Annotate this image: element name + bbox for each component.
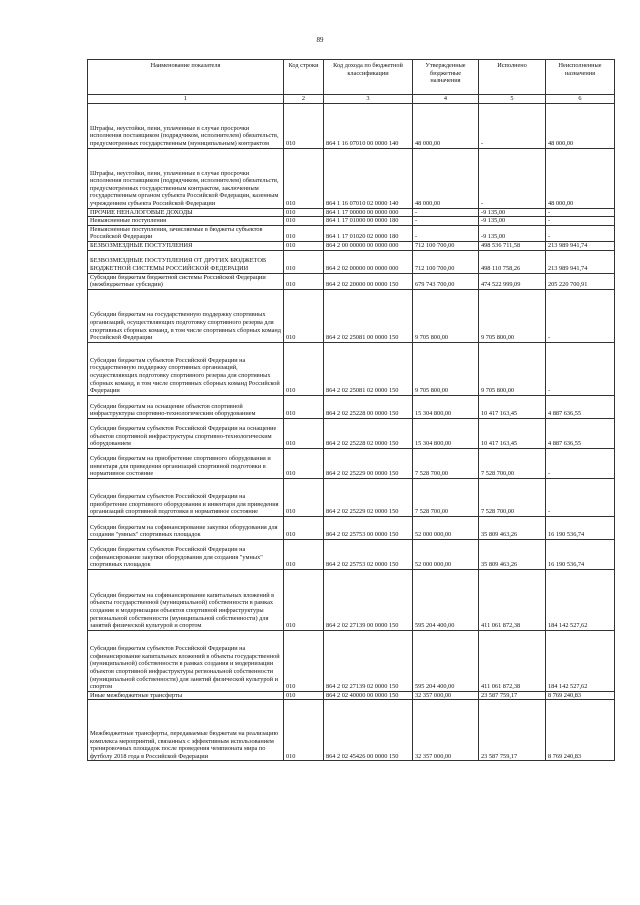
row-unexecuted: -	[546, 478, 615, 516]
row-income-code: 864 2 02 25753 02 0000 150	[324, 539, 413, 569]
row-name: Штрафы, неустойки, пени, уплаченные в случае просрочки исполнения поставщиком (подрядчиком, исполнителем) обязательств, предусмотренных государственным (муниципальным) контрактом	[88, 103, 284, 148]
row-income-code: 864 2 02 00000 00 0000 000	[324, 250, 413, 273]
column-number: 3	[324, 95, 413, 104]
table-row	[88, 241, 615, 250]
row-executed: 474 522 999,09	[479, 273, 546, 289]
header-executed: Исполнено	[479, 60, 546, 95]
row-income-code: 864 2 02 27139 00 0000 150	[324, 569, 413, 630]
row-executed: 498 536 711,58	[479, 241, 546, 250]
row-unexecuted: 16 190 536,74	[546, 516, 615, 539]
row-approved: 15 304 800,00	[413, 418, 479, 448]
header-income-code: Код дохода по бюджетной классификации	[324, 60, 413, 95]
row-executed: 23 587 759,17	[479, 700, 546, 761]
row-unexecuted: 48 000,00	[546, 148, 615, 208]
table-row	[88, 273, 615, 289]
header-approved: Утвержденные бюджетные назначения	[413, 60, 479, 95]
row-line-code: 010	[284, 225, 324, 241]
header-unexecuted: Неисполненные назначения	[546, 60, 615, 95]
row-approved: 9 705 800,00	[413, 342, 479, 395]
row-approved: 48 000,00	[413, 103, 479, 148]
row-income-code: 864 2 02 25753 00 0000 150	[324, 516, 413, 539]
row-name: Межбюджетные трансферты, передаваемые бюджетам на реализацию комплекса мероприятий, связанных с эффективным использованием тренировочных площадок после проведения чемпионата мира по футболу 2018 года в Российской Федерации	[88, 700, 284, 761]
row-executed: -9 135,00	[479, 225, 546, 241]
table-row	[88, 691, 615, 700]
table-row	[88, 539, 615, 569]
row-unexecuted: 8 769 240,83	[546, 700, 615, 761]
row-name: ПРОЧИЕ НЕНАЛОГОВЫЕ ДОХОДЫ	[88, 208, 284, 217]
row-executed: 9 705 800,00	[479, 342, 546, 395]
row-name: Невыясненные поступления	[88, 217, 284, 226]
row-name: Иные межбюджетные трансферты	[88, 691, 284, 700]
row-income-code: 864 2 02 27139 02 0000 150	[324, 630, 413, 691]
row-unexecuted: -	[546, 225, 615, 241]
row-name: Субсидии бюджетам субъектов Российской Федерации на софинансирование капитальных вложений в объекты государственной (муниципальной) собственности в рамках создания и модернизации объектов спортивной инфраструктуры региональной собственности (муниципальной собственности) для занятий физической культурой и спортом	[88, 630, 284, 691]
row-unexecuted: 213 989 941,74	[546, 241, 615, 250]
row-income-code: 864 1 16 07010 00 0000 140	[324, 103, 413, 148]
row-approved: -	[413, 208, 479, 217]
row-approved: 52 000 000,00	[413, 539, 479, 569]
header-line-code: Код строки	[284, 60, 324, 95]
row-unexecuted: 48 000,00	[546, 103, 615, 148]
table-row	[88, 250, 615, 273]
table-row	[88, 418, 615, 448]
row-approved: 712 100 700,00	[413, 241, 479, 250]
row-executed: 10 417 163,45	[479, 395, 546, 418]
table-row	[88, 630, 615, 691]
row-income-code: 864 2 02 25228 02 0000 150	[324, 418, 413, 448]
row-unexecuted: 205 220 700,91	[546, 273, 615, 289]
row-line-code: 010	[284, 569, 324, 630]
row-line-code: 010	[284, 148, 324, 208]
row-income-code: 864 2 00 00000 00 0000 000	[324, 241, 413, 250]
row-unexecuted: 4 887 636,55	[546, 395, 615, 418]
row-name: БЕЗВОЗМЕЗДНЫЕ ПОСТУПЛЕНИЯ	[88, 241, 284, 250]
row-line-code: 010	[284, 630, 324, 691]
row-name: БЕЗВОЗМЕЗДНЫЕ ПОСТУПЛЕНИЯ ОТ ДРУГИХ БЮДЖЕТОВ БЮДЖЕТНОЙ СИСТЕМЫ РОССИЙСКОЙ ФЕДЕРАЦИИ	[88, 250, 284, 273]
row-executed: 7 528 700,00	[479, 478, 546, 516]
row-line-code: 010	[284, 539, 324, 569]
row-income-code: 864 2 02 25229 00 0000 150	[324, 448, 413, 478]
row-executed: 411 061 872,38	[479, 569, 546, 630]
row-executed: 411 061 872,38	[479, 630, 546, 691]
row-approved: 595 204 400,00	[413, 569, 479, 630]
row-name: Штрафы, неустойки, пени, уплаченные в случае просрочки исполнения поставщиком (подрядчиком, исполнителем) обязательств, предусмотренных государственным контрактом, заключенным государственным органом субъекта Российской Федерации, казенным учреждением субъекта Российской Федерации	[88, 148, 284, 208]
row-unexecuted: 8 769 240,83	[546, 691, 615, 700]
table-row	[88, 516, 615, 539]
column-number: 1	[88, 95, 284, 104]
row-line-code: 010	[284, 418, 324, 448]
table-row	[88, 217, 615, 226]
row-name: Субсидии бюджетам субъектов Российской Федерации на оснащение объектов спортивной инфраструктуры спортивно-технологическим оборудованием	[88, 418, 284, 448]
budget-table	[87, 59, 615, 761]
row-name: Субсидии бюджетам на оснащение объектов спортивной инфраструктуры спортивно-технологическим оборудованием	[88, 395, 284, 418]
row-executed: 7 528 700,00	[479, 448, 546, 478]
row-executed: 35 809 463,26	[479, 516, 546, 539]
row-line-code: 010	[284, 448, 324, 478]
row-income-code: 864 1 16 07010 02 0000 140	[324, 148, 413, 208]
row-name: Субсидии бюджетам на государственную поддержку спортивных организаций, осуществляющих подготовку спортивного резерва для спортивных сборных команд, в том числе спортивных сборных команд Российской Федерации	[88, 289, 284, 342]
row-name: Субсидии бюджетам на приобретение спортивного оборудования и инвентаря для приведения организаций спортивной подготовки в нормативное состояние	[88, 448, 284, 478]
column-number: 6	[546, 95, 615, 104]
row-line-code: 010	[284, 103, 324, 148]
table-row	[88, 448, 615, 478]
table-row	[88, 289, 615, 342]
row-income-code: 864 2 02 25228 00 0000 150	[324, 395, 413, 418]
row-name: Невыясненные поступления, зачисляемые в бюджеты субъектов Российской Федерации	[88, 225, 284, 241]
row-unexecuted: 16 190 536,74	[546, 539, 615, 569]
header-row	[88, 60, 615, 95]
row-income-code: 864 2 02 40000 00 0000 150	[324, 691, 413, 700]
row-unexecuted: 184 142 527,62	[546, 569, 615, 630]
row-line-code: 010	[284, 273, 324, 289]
table-row	[88, 148, 615, 208]
row-unexecuted: 4 887 636,55	[546, 418, 615, 448]
row-executed: 498 110 758,26	[479, 250, 546, 273]
row-unexecuted: 184 142 527,62	[546, 630, 615, 691]
row-approved: -	[413, 225, 479, 241]
row-income-code: 864 2 02 20000 00 0000 150	[324, 273, 413, 289]
row-name: Субсидии бюджетам на софинансирование закупки оборудования для создания "умных" спортивных площадок	[88, 516, 284, 539]
table-row	[88, 478, 615, 516]
row-name: Субсидии бюджетам субъектов Российской Федерации на софинансирование закупки оборудования для создания "умных" спортивных площадок	[88, 539, 284, 569]
row-approved: 48 000,00	[413, 148, 479, 208]
row-income-code: 864 2 02 25081 02 0000 150	[324, 342, 413, 395]
table-row	[88, 225, 615, 241]
column-number: 2	[284, 95, 324, 104]
row-executed: -	[479, 103, 546, 148]
row-approved: 15 304 800,00	[413, 395, 479, 418]
column-number: 5	[479, 95, 546, 104]
table-row	[88, 342, 615, 395]
row-line-code: 010	[284, 516, 324, 539]
row-line-code: 010	[284, 241, 324, 250]
table-row	[88, 395, 615, 418]
row-line-code: 010	[284, 700, 324, 761]
row-income-code: 864 1 17 00000 00 0000 000	[324, 208, 413, 217]
row-name: Субсидии бюджетам бюджетной системы Российской Федерации (межбюджетные субсидии)	[88, 273, 284, 289]
row-executed: -9 135,00	[479, 217, 546, 226]
row-name: Субсидии бюджетам на софинансирование капитальных вложений в объекты государственной (муниципальной) собственности в рамках создания и модернизации объектов спортивной инфраструктуры региональной собственности (муниципальной собственности) для занятий физической культурой и спортом	[88, 569, 284, 630]
row-unexecuted: -	[546, 448, 615, 478]
row-approved: 52 000 000,00	[413, 516, 479, 539]
table-row	[88, 700, 615, 761]
row-approved: 7 528 700,00	[413, 448, 479, 478]
row-approved: 9 705 800,00	[413, 289, 479, 342]
column-number-row	[88, 95, 615, 104]
row-executed: -9 135,00	[479, 208, 546, 217]
row-line-code: 010	[284, 208, 324, 217]
row-approved: 32 357 000,00	[413, 700, 479, 761]
row-executed: 9 705 800,00	[479, 289, 546, 342]
row-income-code: 864 2 02 45426 00 0000 150	[324, 700, 413, 761]
row-name: Субсидии бюджетам субъектов Российской Федерации на государственную поддержку спортивных организаций, осуществляющих подготовку спортивного резерва для спортивных сборных команд, в том числе спортивных сборных команд Российской Федерации	[88, 342, 284, 395]
row-approved: 712 100 700,00	[413, 250, 479, 273]
table-row	[88, 208, 615, 217]
row-approved: 7 528 700,00	[413, 478, 479, 516]
row-income-code: 864 2 02 25081 00 0000 150	[324, 289, 413, 342]
row-approved: 595 204 400,00	[413, 630, 479, 691]
row-line-code: 010	[284, 250, 324, 273]
row-line-code: 010	[284, 217, 324, 226]
row-line-code: 010	[284, 691, 324, 700]
table-row	[88, 569, 615, 630]
row-executed: 10 417 163,45	[479, 418, 546, 448]
table-row	[88, 103, 615, 148]
row-unexecuted: -	[546, 342, 615, 395]
row-unexecuted: -	[546, 217, 615, 226]
row-executed: -	[479, 148, 546, 208]
row-unexecuted: -	[546, 289, 615, 342]
row-income-code: 864 1 17 01000 00 0000 180	[324, 217, 413, 226]
row-line-code: 010	[284, 289, 324, 342]
row-income-code: 864 1 17 01020 02 0000 180	[324, 225, 413, 241]
row-unexecuted: 213 989 941,74	[546, 250, 615, 273]
row-approved: 32 357 000,00	[413, 691, 479, 700]
row-executed: 23 587 759,17	[479, 691, 546, 700]
row-income-code: 864 2 02 25229 02 0000 150	[324, 478, 413, 516]
row-name: Субсидии бюджетам субъектов Российской Федерации на приобретение спортивного оборудования и инвентаря для приведения организаций спортивной подготовки в нормативное состояние	[88, 478, 284, 516]
row-approved: -	[413, 217, 479, 226]
row-approved: 679 743 700,00	[413, 273, 479, 289]
header-name: Наименование показателя	[88, 60, 284, 95]
row-line-code: 010	[284, 342, 324, 395]
page-number: 89	[316, 36, 324, 44]
row-unexecuted: -	[546, 208, 615, 217]
row-line-code: 010	[284, 478, 324, 516]
column-number: 4	[413, 95, 479, 104]
row-line-code: 010	[284, 395, 324, 418]
row-executed: 35 809 463,26	[479, 539, 546, 569]
